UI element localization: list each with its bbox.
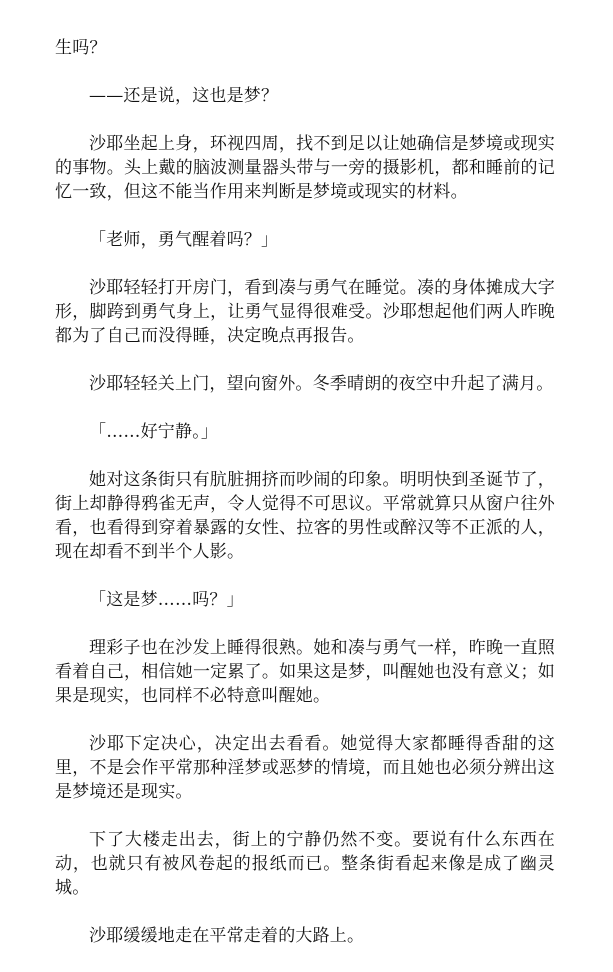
paragraph-9: 「这是梦……吗？」 xyxy=(89,590,244,610)
paragraph-8: 她对这条街只有肮脏拥挤而吵闹的印象。明明快到圣诞节了，街上却静得鸦雀无声，令人觉得不可思议。平常就算只从窗户往外看，也看得到穿着暴露的女性、拉客的男性或醉汉等不正派的人，现在却看不到半个人影。 xyxy=(55,470,555,562)
paragraph-1: 生吗？ xyxy=(55,38,107,58)
paragraph-5: 沙耶轻轻打开房门，看到凑与勇气在睡觉。凑的身体摊成大字形，脚跨到勇气身上，让勇气显得很难受。沙耶想起他们两人昨晚都为了自己而没得睡，决定晚点再报告。 xyxy=(55,278,555,346)
body-text xyxy=(55,36,555,972)
paragraph-7: 「……好宁静。」 xyxy=(89,422,219,442)
paragraph-12: 下了大楼走出去，街上的宁静仍然不变。要说有什么东西在动，也就只有被风卷起的报纸而已。整条街看起来像是成了幽灵城。 xyxy=(55,830,555,898)
paragraph-11: 沙耶下定决心，决定出去看看。她觉得大家都睡得香甜的这里，不是会作平常那种淫梦或恶梦的情境，而且她也必须分辨出这是梦境还是现实。 xyxy=(55,734,555,802)
paragraph-10: 理彩子也在沙发上睡得很熟。她和凑与勇气一样，昨晚一直照看着自己，相信她一定累了。如果这是梦，叫醒她也没有意义；如果是现实，也同样不必特意叫醒她。 xyxy=(55,638,555,706)
paragraph-13: 沙耶缓缓地走在平常走着的大路上。 xyxy=(89,926,365,946)
paragraph-3: 沙耶坐起上身，环视四周，找不到足以让她确信是梦境或现实的事物。头上戴的脑波测量器头带与一旁的摄影机，都和睡前的记忆一致，但这不能当作用来判断是梦境或现实的材料。 xyxy=(55,134,555,202)
paragraph-2: ——还是说，这也是梦？ xyxy=(89,86,279,106)
paragraph-4: 「老师，勇气醒着吗？」 xyxy=(89,230,279,250)
paragraph-6: 沙耶轻轻关上门，望向窗外。冬季晴朗的夜空中升起了满月。 xyxy=(89,374,554,394)
